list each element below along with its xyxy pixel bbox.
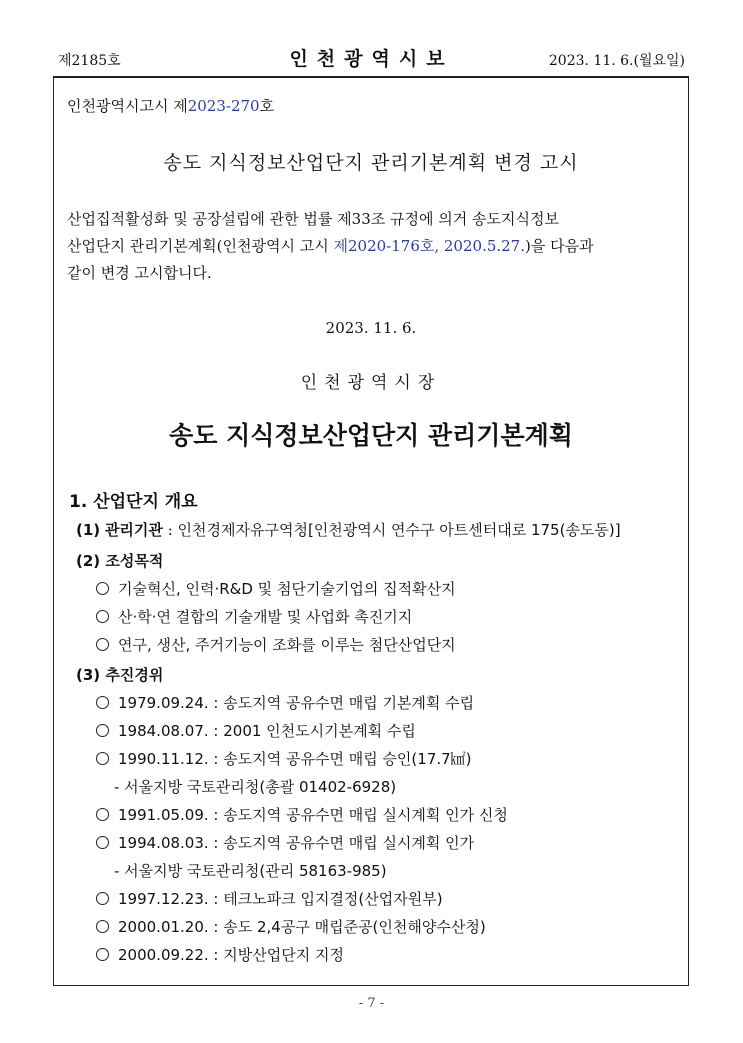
circle-bullet-icon xyxy=(96,920,109,933)
purpose-heading: (2) 조성목적 xyxy=(76,552,164,570)
issue-number: 제2185호 xyxy=(58,53,121,69)
list-item: 1994.08.03. : 송도지역 공유수면 매립 실시계획 인가 xyxy=(96,832,474,853)
list-item: 산·학·연 결합의 기술개발 및 사업화 촉진기지 xyxy=(96,606,412,627)
notice-title: 송도 지식정보산업단지 관리기본계획 변경 고시 xyxy=(163,152,579,174)
list-item: 1984.08.07. : 2001 인천도시기본계획 수립 xyxy=(96,720,416,741)
management-agency: (1) 관리기관 : 인천경제자유구역청[인천광역시 연수구 아트센터대로 175(송도동)] xyxy=(76,521,621,539)
notice-number: 인천광역시고시 제2023-270호 xyxy=(67,97,275,115)
list-item: 1979.09.24. : 송도지역 공유수면 매립 기본계획 수립 xyxy=(96,692,474,713)
issue-date: 2023. 11. 6.(월요일) xyxy=(548,53,685,69)
circle-bullet-icon xyxy=(96,638,109,651)
plan-title: 송도 지식정보산업단지 관리기본계획 xyxy=(169,421,573,450)
circle-bullet-icon xyxy=(96,836,109,849)
mayor-signature: 인천광역시장 xyxy=(300,373,442,393)
list-item: 1997.12.23. : 테크노파크 입지결정(산업자원부) xyxy=(96,888,443,909)
circle-bullet-icon xyxy=(96,892,109,905)
list-item: 연구, 생산, 주거기능이 조화를 이루는 첨단산업단지 xyxy=(96,634,456,655)
history-heading: (3) 추진경위 xyxy=(76,666,164,684)
list-item: 2000.09.22. : 지방산업단지 지정 xyxy=(96,944,344,965)
sign-date: 2023. 11. 6. xyxy=(325,319,417,337)
list-subitem: - 서울지방 국토관리청(관리 58163-985) xyxy=(114,862,387,880)
circle-bullet-icon xyxy=(96,696,109,709)
circle-bullet-icon xyxy=(96,582,109,595)
circle-bullet-icon xyxy=(96,724,109,737)
circle-bullet-icon xyxy=(96,948,109,961)
circle-bullet-icon xyxy=(96,752,109,765)
circle-bullet-icon xyxy=(96,610,109,623)
list-subitem: - 서울지방 국토관리청(총괄 01402-6928) xyxy=(114,778,397,796)
list-item: 기술혁신, 인력·R&D 및 첨단기술기업의 집적확산지 xyxy=(96,578,456,599)
list-item: 1991.05.09. : 송도지역 공유수면 매립 실시계획 인가 신청 xyxy=(96,804,508,825)
list-item: 1990.11.12. : 송도지역 공유수면 매립 승인(17.7㎢) xyxy=(96,748,472,769)
circle-bullet-icon xyxy=(96,808,109,821)
gazette-title: 인천광역시보 xyxy=(289,48,454,70)
list-item: 2000.01.20. : 송도 2,4공구 매립준공(인천해양수산청) xyxy=(96,916,486,937)
page-number: - 7 - xyxy=(358,996,385,1011)
content-box xyxy=(53,76,689,986)
section-heading: 1. 산업단지 개요 xyxy=(69,492,198,512)
page-header xyxy=(58,44,685,72)
intro-paragraph: 산업집적활성화 및 공장설립에 관한 법률 제33조 규정에 의거 송도지식정보 산업단지 관리기본계획(인천광역시 고시 제2020-176호, 2020.5.27.)을 다음과 같이 변경 고시합니다. xyxy=(67,210,594,282)
